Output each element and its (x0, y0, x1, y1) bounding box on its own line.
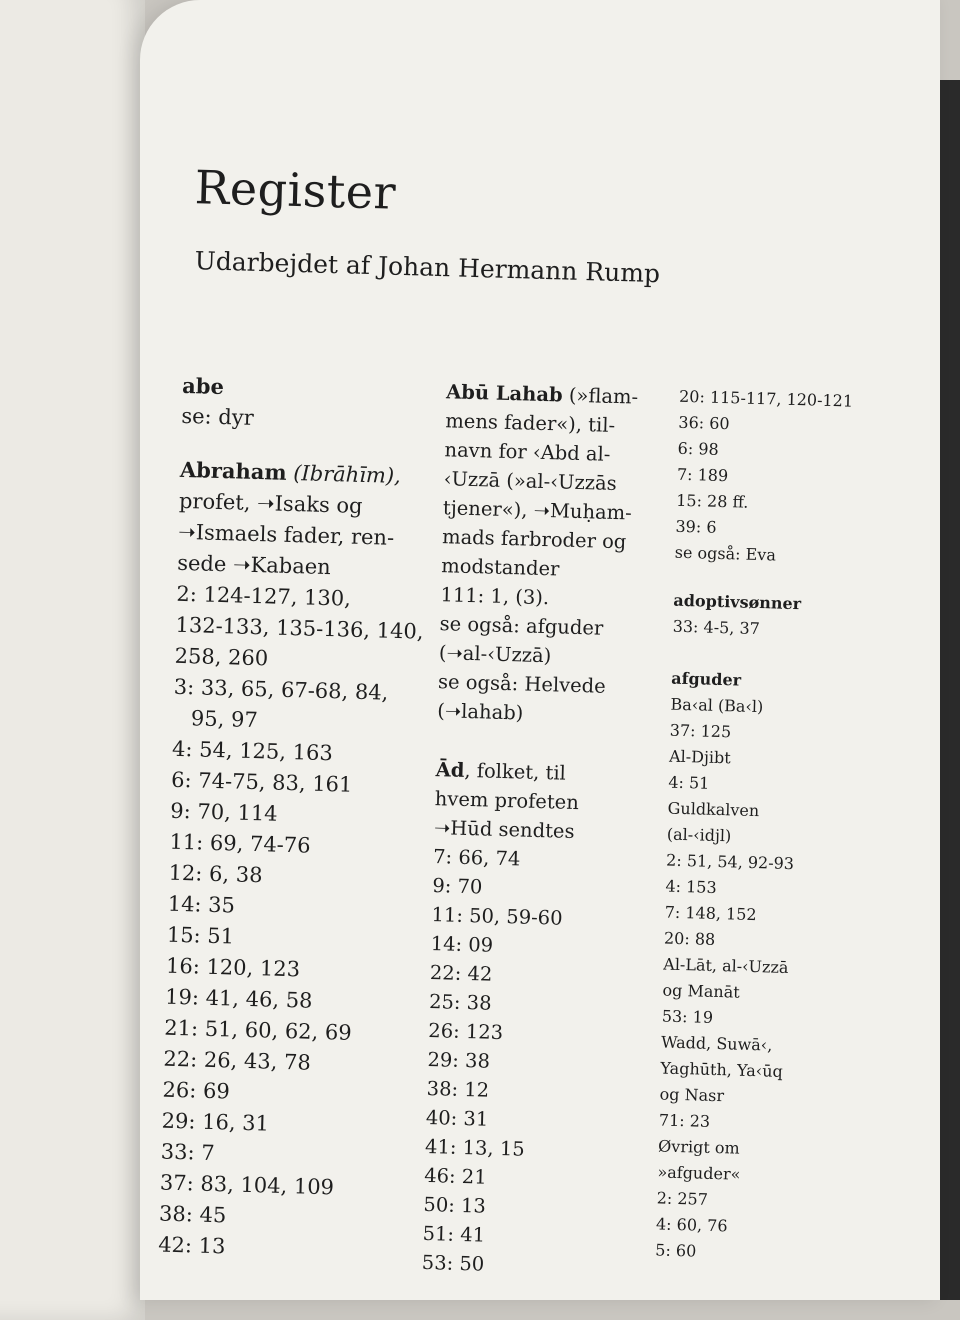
entry-line: 11: 50, 59-60 (431, 903, 563, 930)
entry-line: 258, 260 (174, 643, 269, 671)
entry-head-paren: (Ibrāhīm), (286, 460, 402, 488)
entry-line: 29: 16, 31 (161, 1108, 270, 1136)
entry-line: 4: 60, 76 (655, 1214, 728, 1236)
entry-line: 5: 60 (655, 1240, 697, 1261)
entry-line: 25: 38 (428, 990, 492, 1015)
entry-line: 46: 21 (423, 1163, 488, 1189)
entry-line: 14: 09 (430, 932, 494, 957)
entry-line: mens fader«), til- (445, 409, 616, 437)
entry-line: 15: 28 ff. (675, 490, 749, 512)
entry-line: 53: 50 (421, 1250, 485, 1276)
entry-line: 51: 41 (422, 1221, 486, 1247)
book-page (140, 0, 940, 1300)
entry-head: Ād (435, 758, 465, 782)
entry-line: 7: 148, 152 (664, 902, 757, 925)
page-subtitle: Udarbejdet af Johan Hermann Rump (194, 246, 661, 289)
entry-line: Yaghūth, Ya‹ūq (660, 1058, 784, 1081)
entry-ad (421, 755, 670, 1283)
entry-head: Abū Lahab (445, 380, 563, 407)
entry-line: og Nasr (659, 1084, 725, 1106)
page-content (140, 0, 940, 1300)
entry-line: 38: 45 (158, 1201, 227, 1228)
left-page (0, 0, 145, 1320)
entry-line: se også: Eva (674, 542, 777, 565)
entry-line: 2: 51, 54, 92-93 (665, 850, 795, 874)
entry-line: ‹Uzzā (»al-‹Uzzās (443, 467, 618, 496)
entry-line: se: dyr (181, 403, 255, 430)
entry-line: Øvrigt om (657, 1136, 740, 1158)
entry-line: 7: 189 (676, 464, 729, 486)
entry-line: 132-133, 135-136, 140, (175, 612, 424, 644)
entry-line: modstander (441, 554, 560, 581)
entry-lines (437, 406, 681, 731)
entry-line: 29: 38 (427, 1047, 491, 1073)
entry-line: 11: 69, 74-76 (169, 829, 311, 858)
index-column-2 (421, 377, 682, 1300)
entry-line: 20: 115-117, 120-121 (678, 386, 854, 411)
entry-line: 38: 12 (426, 1076, 490, 1102)
entry-line: 40: 31 (425, 1105, 489, 1131)
entry-line: se også: Helvede (437, 670, 607, 698)
entry-abraham (158, 454, 440, 1268)
entry-line: (➝al-‹Uzzā) (438, 641, 552, 668)
entry-abe (181, 370, 443, 439)
entry-line: 9: 70, 114 (170, 798, 278, 826)
entry-head-paren: (»flam- (562, 383, 639, 409)
entry-line: 21: 51, 60, 62, 69 (163, 1015, 353, 1045)
entry-line: 6: 74-75, 83, 161 (170, 767, 353, 797)
entry-head: abe (181, 372, 225, 400)
entry-line: »afguder« (657, 1162, 741, 1184)
entry-line: 33: 4-5, 37 (672, 616, 761, 639)
entry-line: 111: 1, (3). (440, 583, 550, 610)
entry-line: hvem profeten (434, 787, 580, 815)
entry-lines (421, 784, 670, 1283)
entry-line: ➝Hūd sendtes (433, 816, 575, 843)
entry-line: 19: 41, 46, 58 (164, 984, 313, 1013)
entry-line: 37: 125 (669, 720, 732, 742)
entry-line: 16: 120, 123 (165, 953, 301, 982)
page-title: Register (194, 160, 397, 220)
entry-line: og Manāt (662, 980, 740, 1002)
entry-lines (674, 384, 879, 572)
entry-line: Al-Djibt (668, 746, 731, 768)
entry-head: afguder (671, 668, 742, 690)
entry-line: 2: 124-127, 130, (176, 581, 352, 611)
entry-adoptivsonner (672, 588, 873, 646)
entry-line: 20: 88 (663, 928, 716, 949)
entry-line: 50: 13 (423, 1192, 487, 1218)
entry-lines (655, 692, 871, 1269)
entry-line: sede ➝Kabaen (176, 550, 332, 580)
entry-line: 33: 7 (160, 1139, 216, 1166)
entry-line: 22: 42 (429, 961, 493, 986)
entry-line: Al-Lāt, al-‹Uzzā (663, 954, 789, 978)
entry-lines (672, 614, 873, 646)
entry-line: 71: 23 (658, 1110, 711, 1131)
entry-line: 4: 153 (665, 876, 717, 897)
entry-line: 15: 51 (166, 922, 235, 949)
entry-line: (al-‹idjl) (666, 824, 732, 846)
entry-line: Wadd, Suwā‹, (660, 1032, 773, 1055)
index-column-1 (157, 370, 442, 1290)
entry-head: Abraham (179, 456, 287, 485)
entry-line: 12: 6, 38 (168, 860, 263, 888)
entry-line: tjener«), ➝Muḥam- (442, 496, 633, 525)
entry-line: 53: 19 (661, 1006, 714, 1027)
entry-line: 2: 257 (656, 1188, 709, 1209)
entry-line: profet, ➝Isaks og (178, 488, 363, 518)
index-column-3 (654, 384, 879, 1291)
entry-line: (➝lahab) (436, 699, 524, 725)
entry-head: adoptivsønner (673, 590, 802, 614)
entry-line: mads farbroder og (441, 525, 627, 554)
entry-line: 26: 69 (162, 1077, 231, 1104)
entry-lines (181, 401, 442, 439)
entry-line: 42: 13 (157, 1232, 226, 1259)
entry-line: 22: 26, 43, 78 (163, 1046, 312, 1075)
entry-line: 37: 83, 104, 109 (159, 1170, 335, 1200)
entry-line: ➝Ismaels fader, ren- (177, 519, 395, 550)
entry-line: 36: 60 (678, 412, 730, 434)
entry-line: 4: 54, 125, 163 (171, 736, 334, 766)
entry-line: 9: 70 (432, 874, 483, 899)
entry-line: navn for ‹Abd al- (444, 438, 611, 466)
entry-adam-continued (674, 384, 879, 572)
entry-abu-lahab (437, 377, 682, 731)
entry-line: 39: 6 (675, 516, 717, 537)
entry-line: se også: afguder (439, 612, 604, 640)
entry-line: 3: 33, 65, 67-68, 84, (173, 674, 389, 705)
entry-line: 4: 51 (668, 772, 710, 793)
entry-line: Guldkalven (667, 798, 760, 821)
entry-head-paren: , folket, til (464, 758, 567, 785)
entry-lines (158, 486, 440, 1268)
entry-afguder (655, 666, 872, 1269)
entry-line: Ba‹al (Ba‹l) (670, 694, 764, 717)
entry-line: 6: 98 (677, 438, 719, 459)
entry-line: 95, 97 (190, 706, 259, 733)
entry-line: 7: 66, 74 (432, 845, 521, 871)
entry-line: 41: 13, 15 (424, 1134, 525, 1161)
entry-line: 26: 123 (428, 1018, 504, 1045)
entry-line: 14: 35 (167, 891, 236, 918)
